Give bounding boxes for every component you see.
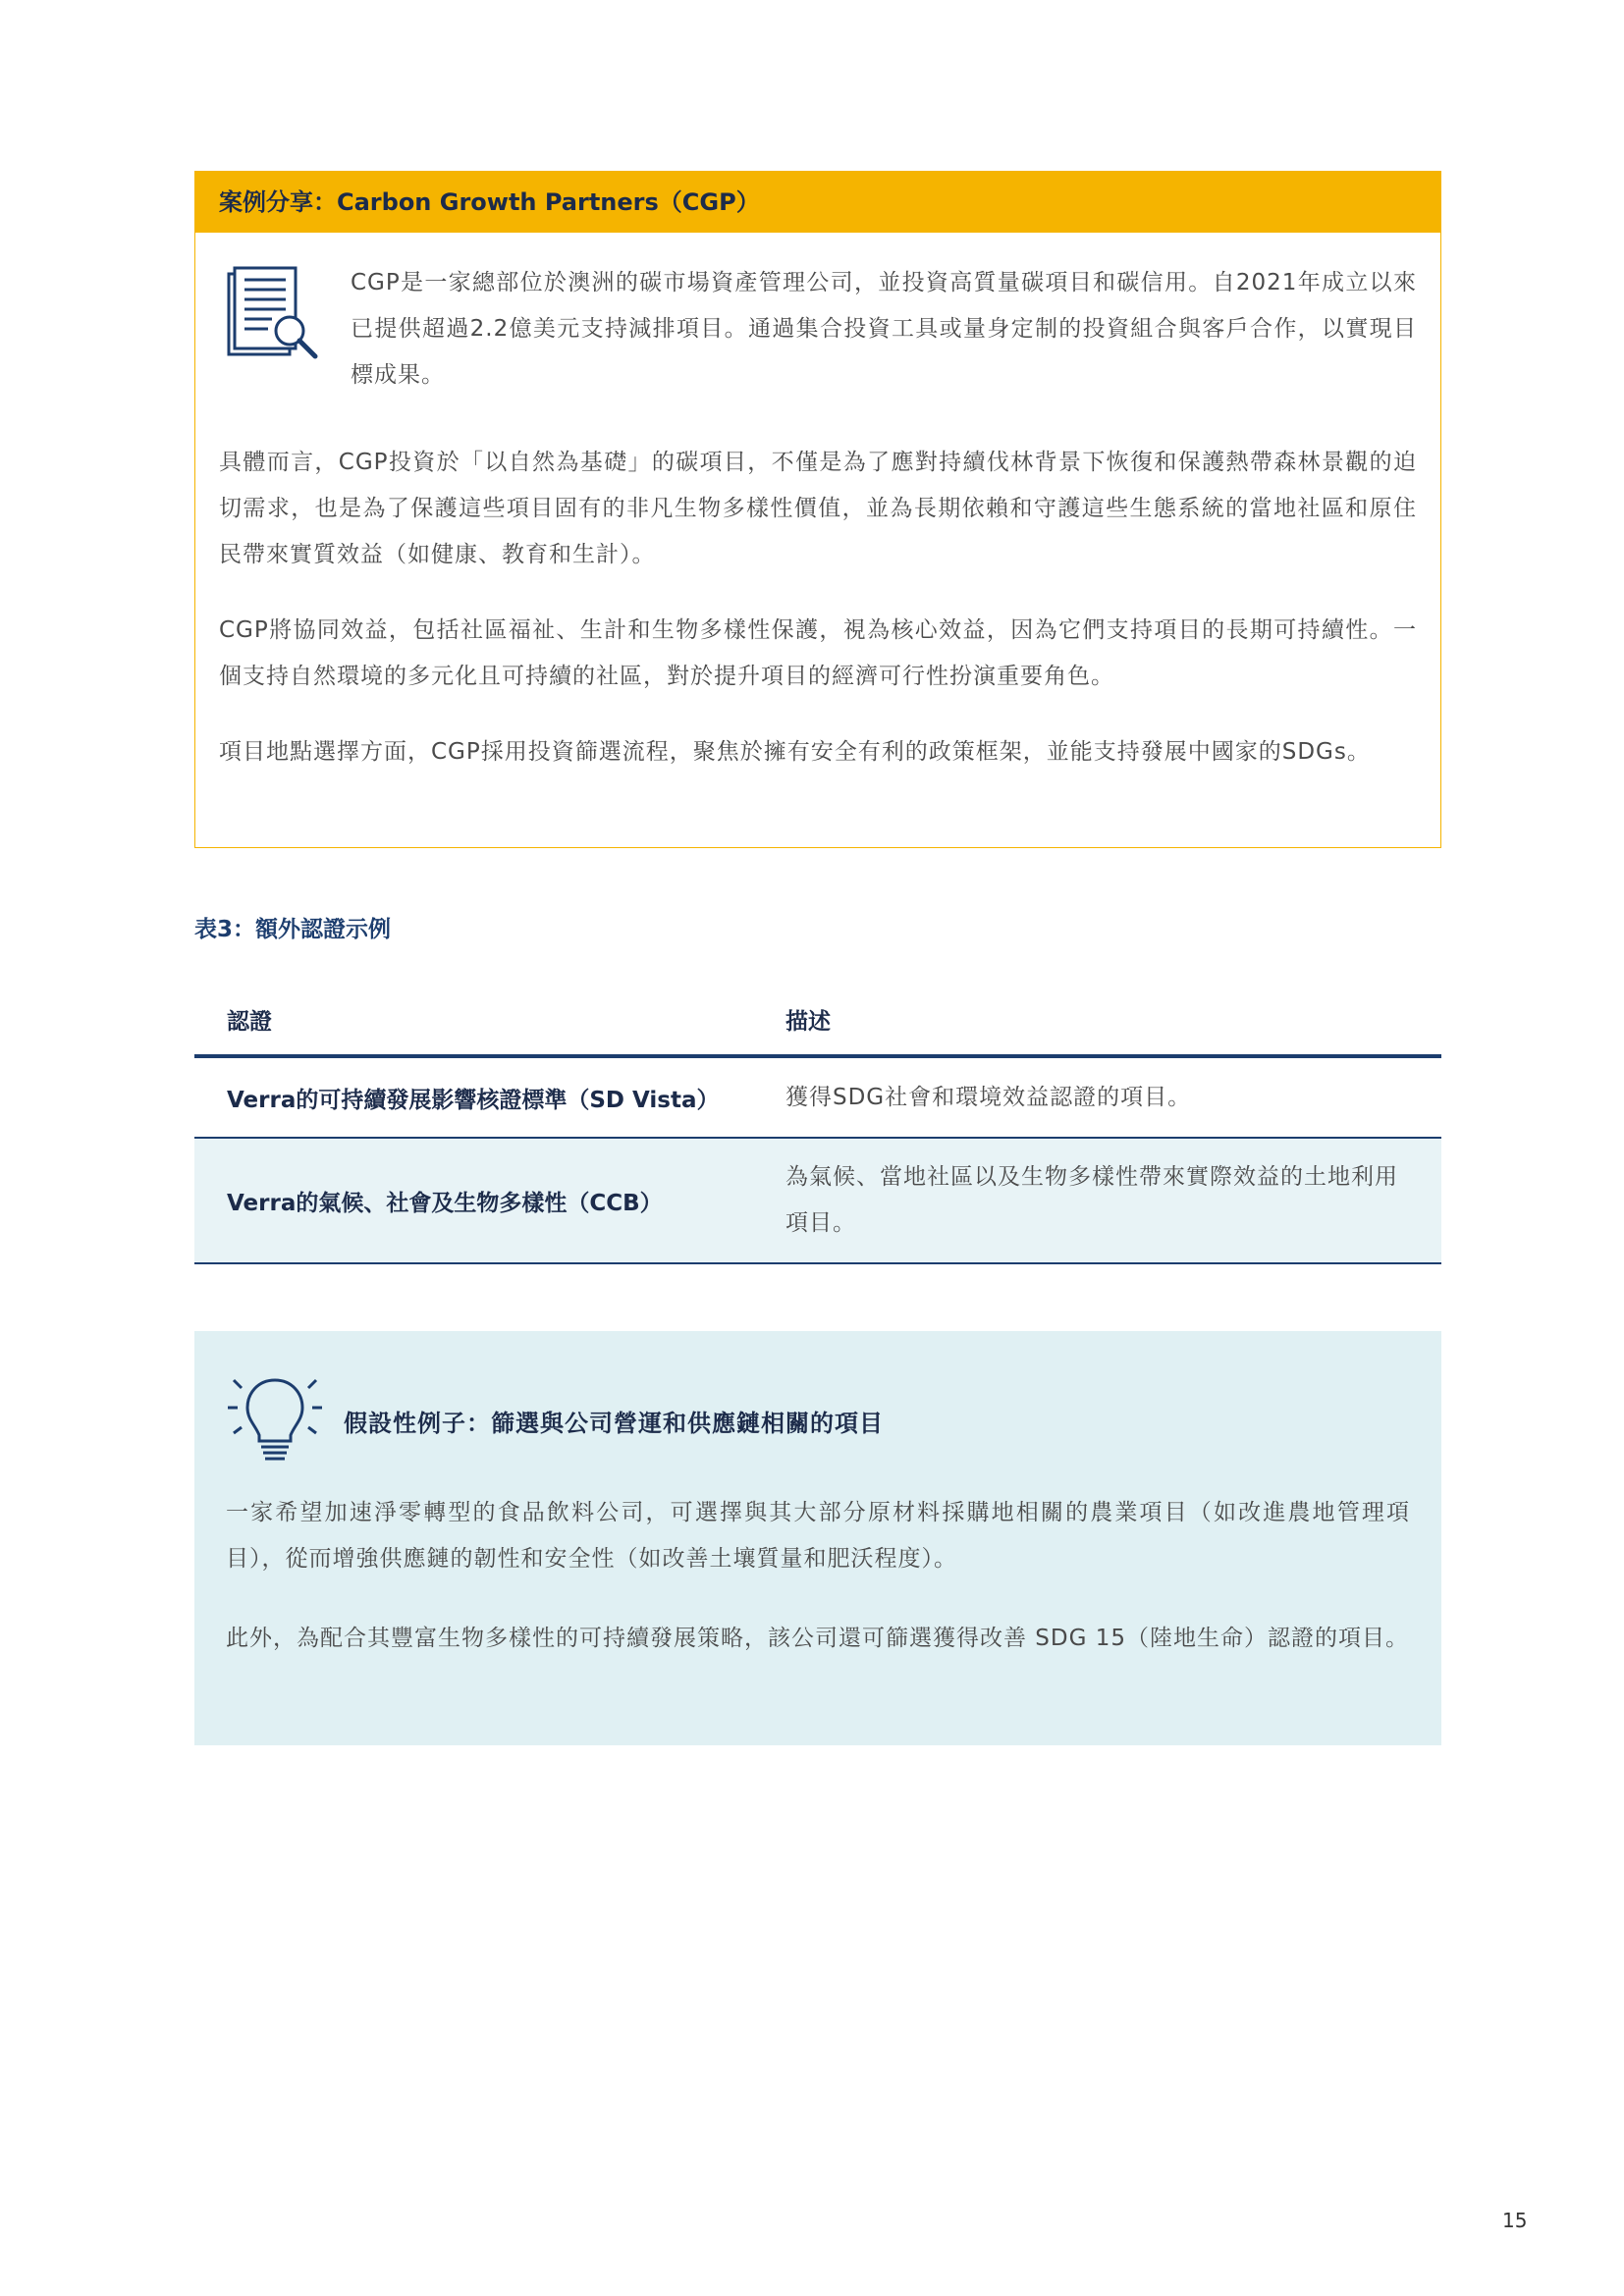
case-study-body (195, 233, 1440, 775)
certification-cell: Verra的可持續發展影響核證標準（SD Vista） (227, 1087, 720, 1113)
case-study-paragraph: CGP將協同效益，包括社區福祉、生計和生物多樣性保護，視為核心效益，因為它們支持項目的長期可持續性。一個支持自然環境的多元化且可持續的社區，對於提升項目的經濟可行性扮演重要角色。 (219, 617, 1417, 689)
table-caption: 表3：額外認證示例 (194, 917, 392, 942)
table-header-row (194, 991, 1441, 1058)
case-study-paragraph: 具體而言，CGP投資於「以自然為基礎」的碳項目，不僅是為了應對持續伐林背景下恢復和保護熱帶森林景觀的迫切需求，也是為了保護這些項目固有的非凡生物多樣性價值，並為長期依賴和守護這些生態系統的當地社區和原住民帶來實質效益（如健康、教育和生計）。 (219, 450, 1417, 567)
case-study-box (194, 171, 1441, 848)
certification-table (194, 991, 1441, 1264)
table-row (194, 1058, 1441, 1139)
hypothetical-example-box (194, 1331, 1441, 1745)
description-cell: 為氣候、當地社區以及生物多樣性帶來實際效益的土地利用項目。 (785, 1164, 1398, 1236)
description-cell: 獲得SDG社會和環境效益認證的項目。 (785, 1084, 1192, 1110)
page-number: 15 (1502, 2209, 1528, 2232)
case-study-intro: CGP是一家總部位於澳洲的碳市場資產管理公司，並投資高質量碳項目和碳信用。自2021年成立以來已提供超過2.2億美元支持減排項目。通過集合投資工具或量身定制的投資組合與客戶合作，以實現目標成果。 (351, 270, 1417, 388)
hypothetical-paragraph: 一家希望加速淨零轉型的食品飲料公司，可選擇與其大部分原材料採購地相關的農業項目（如改進農地管理項目），從而增強供應鏈的韌性和安全性（如改善土壤質量和肥沃程度）。 (226, 1500, 1410, 1572)
hypothetical-title: 假設性例子：篩選與公司營運和供應鏈相關的項目 (344, 1410, 884, 1437)
case-study-header: 案例分享：Carbon Growth Partners（CGP） (195, 172, 1440, 233)
document-search-icon (225, 266, 327, 364)
table-row (194, 1139, 1441, 1264)
hypothetical-paragraph: 此外，為配合其豐富生物多樣性的可持續發展策略，該公司還可篩選獲得改善 SDG 15（陸地生命）認證的項目。 (226, 1626, 1410, 1651)
column-header-description: 描述 (785, 1009, 831, 1035)
lightbulb-icon (224, 1362, 326, 1470)
column-header-certification: 認證 (227, 1009, 272, 1035)
certification-cell: Verra的氣候、社會及生物多樣性（CCB） (227, 1190, 663, 1216)
case-study-paragraph: 項目地點選擇方面，CGP採用投資篩選流程，聚焦於擁有安全有利的政策框架，並能支持發展中國家的SDGs。 (219, 739, 1371, 765)
